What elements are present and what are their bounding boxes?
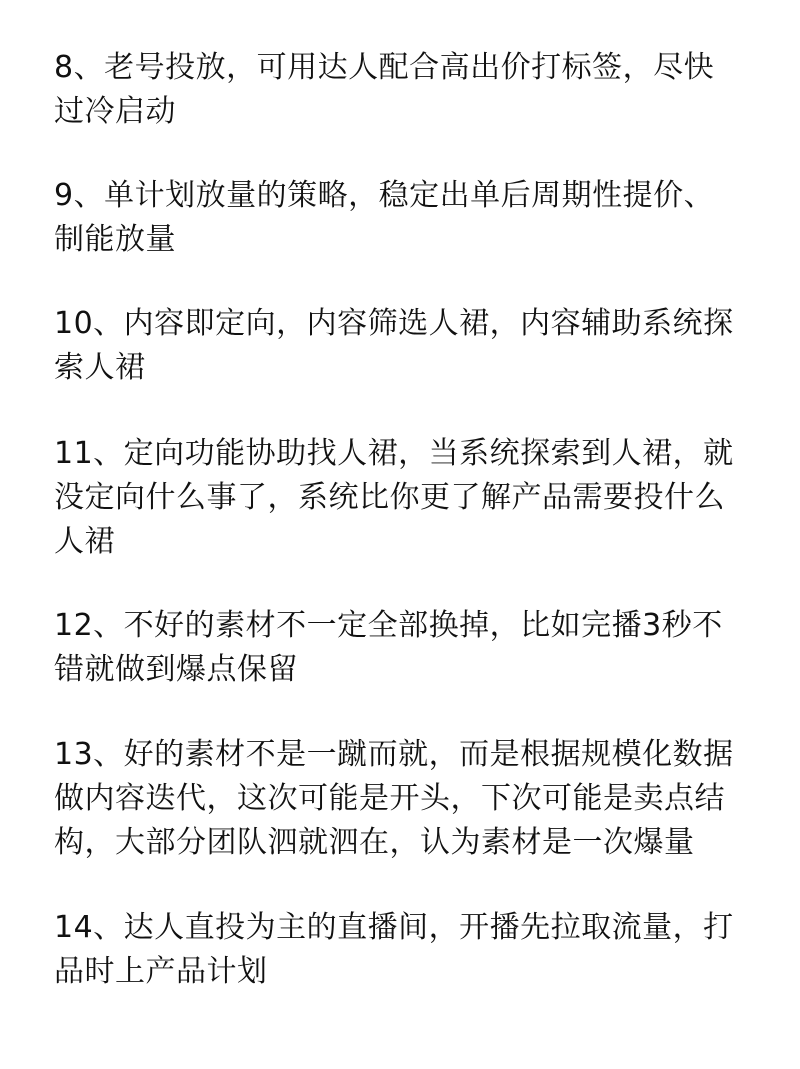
tip-line: 做内容迭代，这次可能是开头，下次可能是卖点结: [54, 781, 725, 816]
tip-line: 12、不好的素材不一定全部换掉，比如完播3秒不: [54, 608, 723, 643]
tip-line: 过冷启动: [54, 94, 176, 129]
tip-line: 10、内容即定向，内容筛选人裙，内容辅助系统探: [54, 306, 734, 341]
tip-item-12: [54, 604, 754, 692]
tip-line: 9、单计划放量的策略，稳定出单后周期性提价、: [54, 178, 715, 213]
tip-item-13: [54, 733, 754, 865]
tip-item-14: [54, 906, 754, 994]
tip-line: 错就做到爆点保留: [54, 652, 298, 687]
tip-line: 索人裙: [54, 350, 146, 385]
tip-line: 11、定向功能协助找人裙，当系统探索到人裙，就: [54, 436, 734, 471]
tip-item-11: [54, 432, 754, 564]
tip-line: 制能放量: [54, 222, 176, 257]
tip-line: 品时上产品计划: [54, 954, 268, 989]
tip-item-10: [54, 302, 754, 390]
tip-line: 13、好的素材不是一蹴而就，而是根据规模化数据: [54, 737, 734, 772]
tip-item-9: [54, 174, 754, 262]
tip-item-8: [54, 46, 754, 134]
tip-line: 人裙: [54, 524, 115, 559]
tip-line: 构，大部分团队泗就泗在，认为素材是一次爆量: [54, 825, 695, 860]
tip-line: 没定向什么事了，系统比你更了解产品需要投什么: [54, 480, 725, 515]
tip-line: 8、老号投放，可用达人配合高出价打标签，尽快: [54, 50, 715, 85]
tip-line: 14、达人直投为主的直播间，开播先拉取流量，打: [54, 910, 734, 945]
